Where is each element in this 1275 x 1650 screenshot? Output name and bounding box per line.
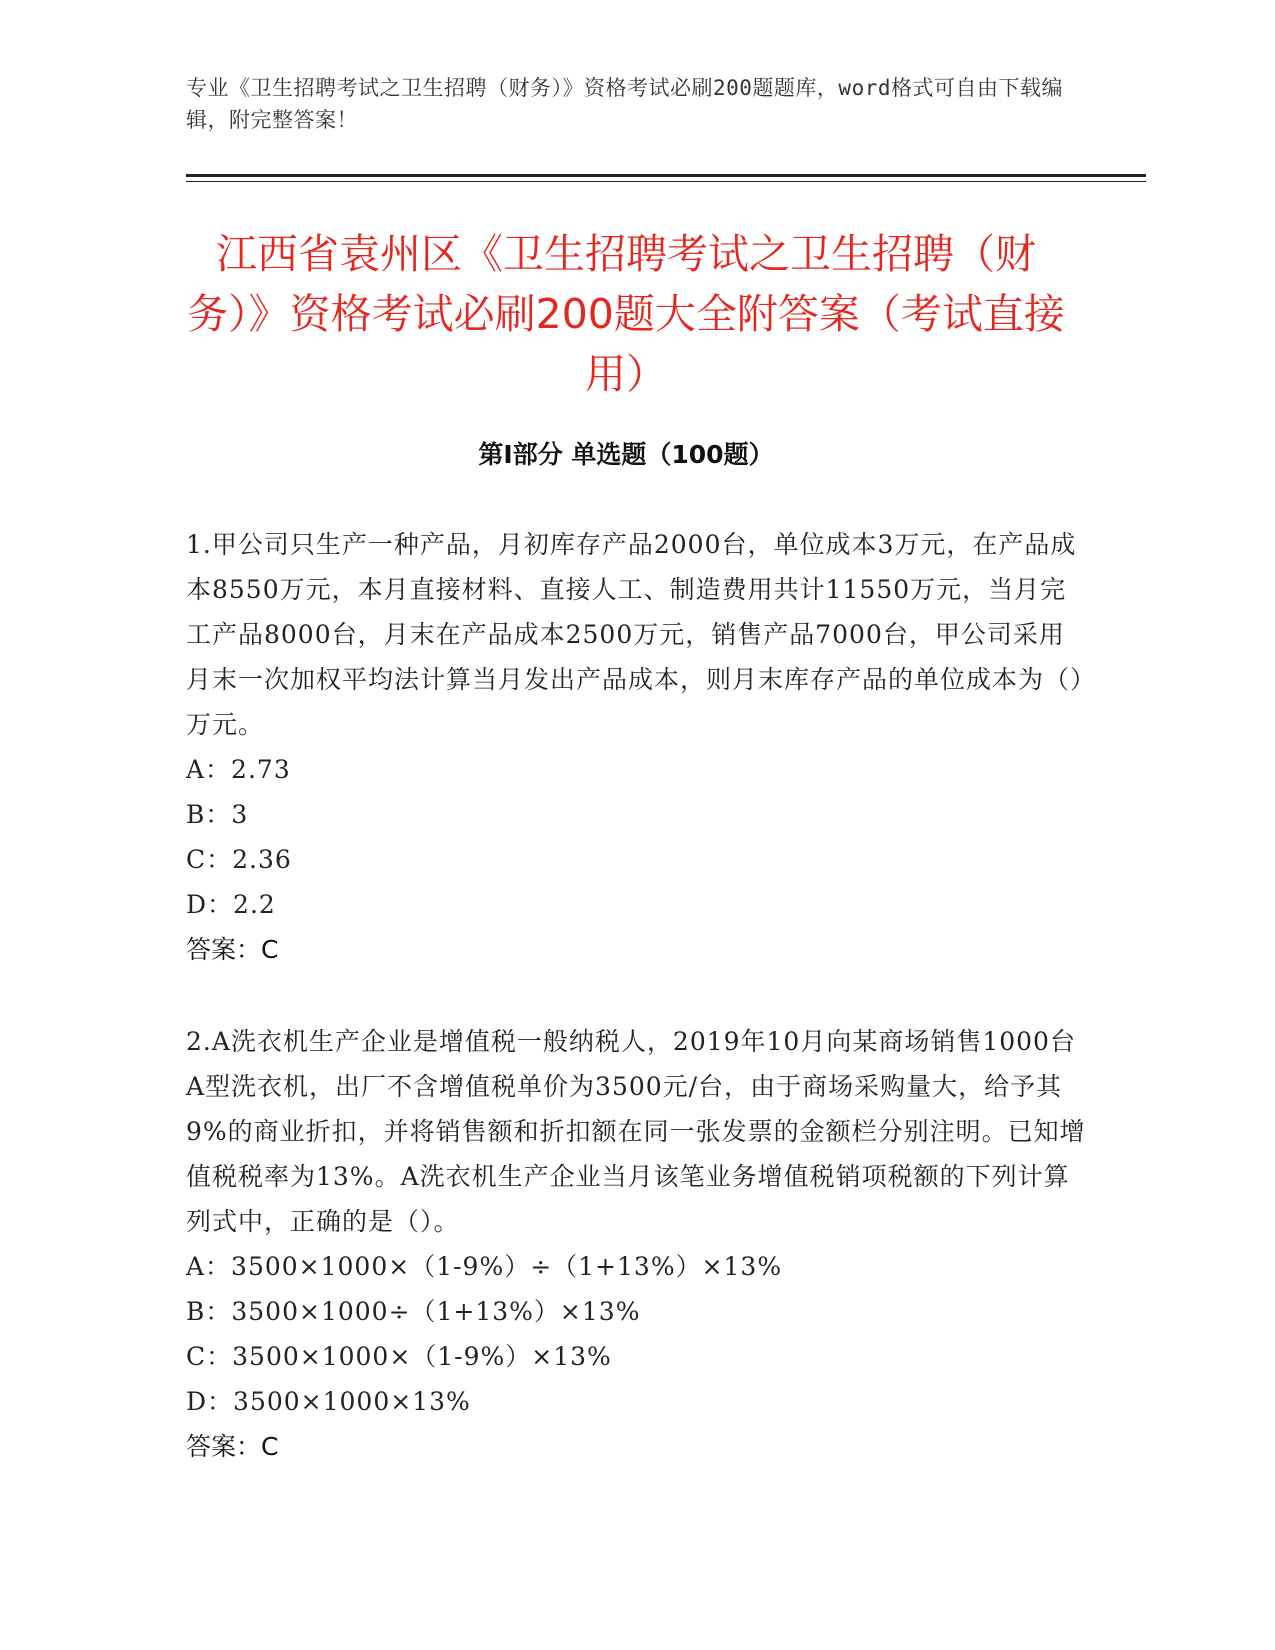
header-note: 专业《卫生招聘考试之卫生招聘（财务）》资格考试必刷200题题库，word格式可自由下载编辑，附完整答案！ (186, 76, 1063, 132)
question-stem: 1.甲公司只生产一种产品，月初库存产品2000台，单位成本3万元，在产品成本8550万元，本月直接材料、直接人工、制造费用共计11550万元，当月完工产品8000台，月末在产品成本2500万元，销售产品7000台，甲公司采用月末一次加权平均法计算当月发出产品成本，则月末库存产品的单位成本为（）万元。 (186, 530, 1084, 739)
option-d: D：2.2 (186, 890, 276, 919)
question-stem: 2.A洗衣机生产企业是增值税一般纳税人，2019年10月向某商场销售1000台A型洗衣机，出厂不含增值税单价为3500元/台，由于商场采购量大，给予其9%的商业折扣，并将销售额和折扣额在同一张发票的金额栏分别注明。已知增值税税率为13%。A洗衣机生产企业当月该笔业务增值税销项税额的下列计算列式中，正确的是（）。 (186, 1027, 1086, 1236)
question-2 (186, 1019, 1086, 1469)
question-1 (186, 522, 1086, 972)
option-c: C：3500×1000×（1-9%）×13% (186, 1342, 612, 1371)
option-c: C：2.36 (186, 845, 292, 874)
header-divider-thin (186, 181, 1146, 182)
option-b: B：3 (186, 800, 249, 829)
option-b: B：3500×1000÷（1+13%）×13% (186, 1297, 641, 1326)
section-title: 第Ⅰ部分 单选题（100题） (478, 440, 774, 469)
option-a: A：3500×1000×（1-9%）÷（1+13%）×13% (186, 1252, 783, 1281)
document-title: 江西省袁州区《卫生招聘考试之卫生招聘（财务）》资格考试必刷200题大全附答案（考试直接用） (187, 230, 1065, 398)
header-divider-thick (186, 174, 1146, 177)
option-a: A：2.73 (186, 755, 291, 784)
answer: 答案：C (186, 935, 279, 964)
option-d: D：3500×1000×13% (186, 1387, 471, 1416)
answer: 答案：C (186, 1432, 279, 1461)
